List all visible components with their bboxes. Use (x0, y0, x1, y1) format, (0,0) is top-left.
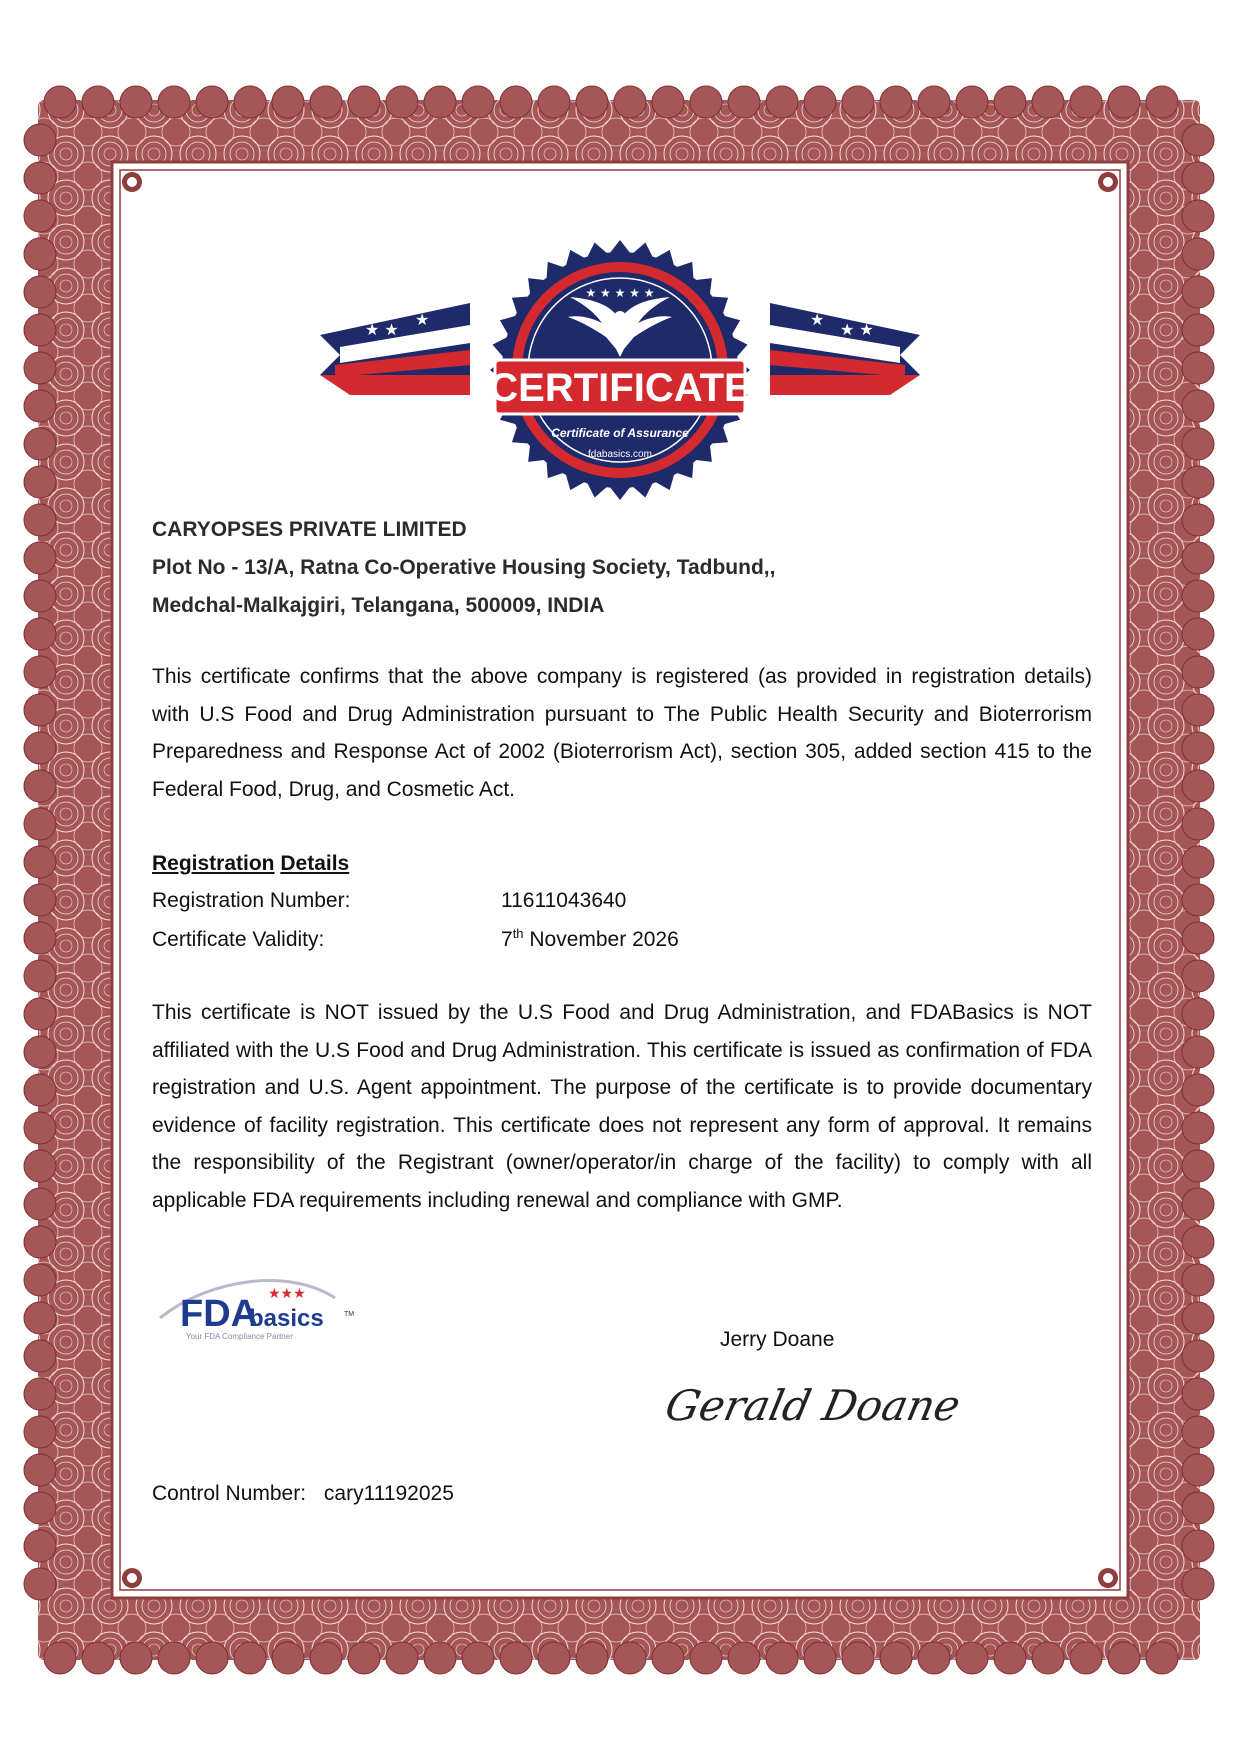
certificate-seal (320, 225, 920, 515)
svg-text:★: ★ (810, 310, 825, 329)
seal-website: fdabasics.com (588, 449, 652, 460)
registration-heading-part1: Registration (152, 852, 275, 875)
registration-number-label: Registration Number: (152, 889, 351, 912)
svg-text:★ ★: ★ ★ (365, 320, 399, 339)
fdabasics-logo (150, 1268, 370, 1348)
registration-heading-part2: Details (280, 852, 350, 875)
seal-subtitle: Certificate of Assurance (551, 426, 689, 440)
control-number-value: cary11192025 (323, 1482, 454, 1505)
registration-heading (152, 852, 349, 876)
certificate-validity-row (152, 926, 679, 952)
company-address-line2: Medchal-Malkajgiri, Telangana, 500009, INDIA (152, 594, 605, 617)
disclaimer-paragraph: This certificate is NOT issued by the U.S Food and Drug Administration, and FDABasics is NOT affiliated with the U.S Food and Drug Administration. This certificate is issued as confirmation of FDA registration and U.S. Agent appointment. The purpose of the certificate is to provide documentary evidence of facility registration. This certificate does not represent any form of approval. It remains the responsibility of the Registrant (owner/operator/in charge of the facility) to comply with all applicable FDA requirements including renewal and compliance with GMP. (152, 1001, 1092, 1212)
company-address-line1: Plot No - 13/A, Ratna Co-Operative Housing Society, Tadbund,, (152, 556, 776, 579)
left-ribbon (320, 303, 470, 395)
registration-number-value: 11611043640 (501, 889, 627, 912)
svg-text:★ ★ ★ ★ ★: ★ ★ ★ ★ ★ (585, 286, 655, 300)
control-number-row (152, 1482, 454, 1506)
signatory-name: Jerry Doane (720, 1328, 835, 1351)
company-name: CARYOPSES PRIVATE LIMITED (152, 518, 467, 541)
logo-brand-sub: basics (249, 1305, 324, 1332)
logo-tagline: Your FDA Compliance Partner (186, 1332, 293, 1341)
svg-text:★ ★: ★ ★ (840, 320, 874, 339)
svg-text:★★★: ★★★ (268, 1286, 306, 1302)
logo-brand-main: FDA (180, 1293, 259, 1335)
certificate-validity-label: Certificate Validity: (152, 928, 325, 951)
registration-number-row (152, 889, 626, 913)
confirmation-paragraph: This certificate confirms that the above company is registered (as provided in registration details) with U.S Food and Drug Administration pursuant to The Public Health Security and Bioterrorism Preparedness and Response Act of 2002 (Bioterrorism Act), section 305, added section 415 to the Federal Food, Drug, and Cosmetic Act. (152, 665, 1092, 801)
right-ribbon (770, 303, 920, 395)
svg-text:★: ★ (415, 310, 430, 329)
logo-trademark: TM (344, 1311, 355, 1318)
signature-image (660, 1365, 965, 1445)
certificate-validity-suffix: th (512, 926, 524, 941)
certificate-validity-day: 7 (501, 928, 513, 951)
signature-text: Gerald Doane (660, 1382, 965, 1431)
certificate-validity-rest: November 2026 (523, 928, 679, 951)
control-number-label: Control Number: (152, 1482, 307, 1505)
seal-title: CERTIFICATE (489, 366, 751, 410)
